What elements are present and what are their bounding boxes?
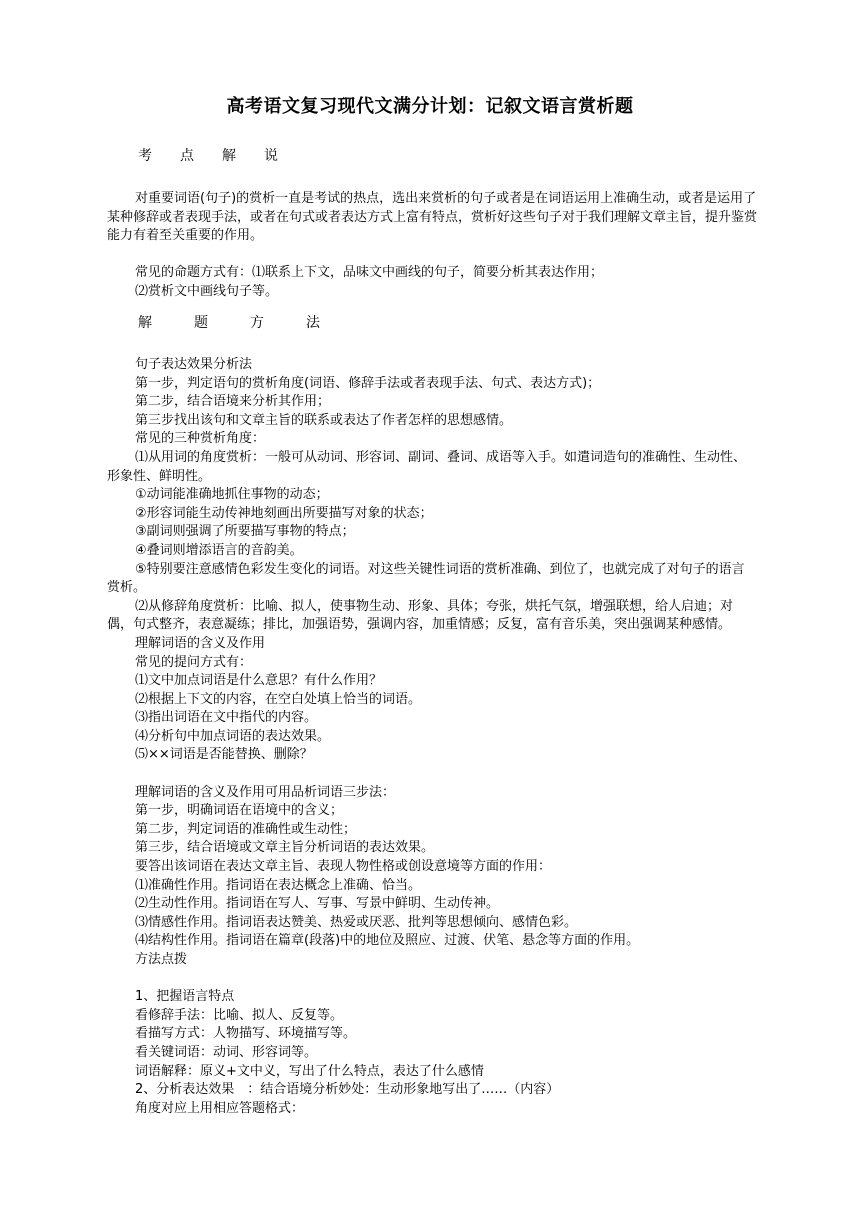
- body-line: 理解词语的含义及作用: [135, 635, 266, 651]
- intro-block: [107, 190, 757, 302]
- body-line: 理解词语的含义及作用可用品析词语三步法：: [135, 784, 396, 800]
- intro-paragraph: 对重要词语(句子)的赏析一直是考试的热点，选出来赏析的句子或者是在词语运用上准确生动，或者是运用了某种修辞或者表现手法，或者在句式或者表达方式上富有特点，赏析好这些句子对于我们理解文章主旨，提升鉴赏能力有着至关重要的作用。: [107, 191, 758, 244]
- heading-char: 说: [264, 148, 278, 164]
- body-line: ⑵生动性作用。指词语在写人、写事、写景中鲜明、生动传神。: [135, 896, 500, 912]
- body-line: 要答出该词语在表达文章主旨、表现人物性格或创设意境等方面的作用：: [135, 859, 552, 875]
- spacer: [107, 765, 757, 784]
- heading-char: 解: [222, 148, 236, 164]
- body-line: ⑴文中加点词语是什么意思？有什么作用？: [135, 673, 383, 689]
- document-title: 高考语文复习现代文满分计划：记叙文语言赏析题: [226, 96, 634, 117]
- body-line: 2、分析表达效果 ：结合语境分析妙处：生动形象地写出了……（内容）: [135, 1082, 560, 1098]
- body-line: 角度对应上用相应答题格式：: [135, 1100, 305, 1116]
- intro-paragraph: ⑵赏析文中画线句子等。: [135, 283, 279, 299]
- body-line: ⑴准确性作用。指词语在表达概念上准确、恰当。: [135, 877, 422, 893]
- body-line: ⑸××词语是否能替换、删除？: [135, 747, 313, 763]
- intro-paragraph: 常见的命题方式有：⑴联系上下文，品味文中画线的句子，简要分析其表达作用；: [135, 265, 604, 281]
- body-line: 看修辞手法：比喻、拟人、反复等。: [135, 1007, 344, 1023]
- body-line: ⑶情感性作用。指词语表达赞美、热爱或厌恶、批判等思想倾向、感情色彩。: [135, 914, 578, 930]
- body-line: 常见的三种赏析角度：: [135, 431, 266, 447]
- body-line: ①动词能准确地抓住事物的动态；: [135, 487, 329, 503]
- heading-char: 考: [138, 148, 152, 164]
- body-line: 看关键词语：动词、形容词等。: [135, 1044, 318, 1060]
- body-line: 常见的提问方式有：: [135, 654, 253, 670]
- body-line: 第二步，结合语境来分析其作用；: [135, 394, 331, 410]
- body-line: 第二步，判定词语的准确性或生动性；: [135, 821, 357, 837]
- body-line: 看描写方式：人物描写、环境描写等。: [135, 1026, 357, 1042]
- body-line: 第一步，明确词语在语境中的含义；: [135, 803, 344, 819]
- section-heading-kaodian: [138, 145, 306, 165]
- body-line: 1、把握语言特点: [135, 989, 235, 1005]
- body-line: ⑷分析句中加点词语的表达效果。: [135, 728, 331, 744]
- body-line: ⑤特别要注意感情色彩发生变化的词语。对这些关键性词语的赏析准确、到位了，也就完成了对句子的语言赏析。: [107, 561, 745, 596]
- body-line: ⑴从用词的角度赏析：一般可从动词、形容词、副词、叠词、成语等入手。如遣词造句的准确性、生动性、形象性、鲜明性。: [107, 449, 747, 484]
- heading-char: 法: [306, 315, 320, 331]
- body-line: ⑵从修辞角度赏析：比喻、拟人，使事物生动、形象、具体；夸张，烘托气氛，增强联想，给人启迪；对偶，句式整齐，表意凝练；排比，加强语势，强调内容，加重情感；反复，富有音乐美，突出强调某种感情。: [107, 598, 734, 633]
- body-line: ②形容词能生动传神地刻画出所要描写对象的状态；: [135, 505, 433, 521]
- body-line: 方法点拨: [135, 952, 188, 967]
- body-line: 第一步，判定语句的赏析角度(词语、修辞手法或者表现手法、句式、表达方式)；: [135, 375, 601, 391]
- spacer: [107, 970, 757, 989]
- body-line: 第三步，结合语境或文章主旨分析词语的表达效果。: [135, 840, 435, 856]
- heading-char: 点: [180, 148, 194, 164]
- method-block: [107, 356, 757, 1118]
- heading-char: 方: [250, 315, 264, 331]
- heading-char: 解: [138, 315, 152, 331]
- body-line: ④叠词则增添语言的音韵美。: [135, 542, 303, 558]
- spacer: [107, 246, 757, 265]
- body-line: ⑵根据上下文的内容，在空白处填上恰当的词语。: [135, 691, 422, 707]
- body-line: ③副词则强调了所要描写事物的特点；: [135, 524, 355, 540]
- section-heading-jieti: [138, 312, 362, 332]
- body-line: ⑶指出词语在文中指代的内容。: [135, 710, 318, 726]
- body-line: 第三步找出该句和文章主旨的联系或表达了作者怎样的思想感情。: [135, 412, 513, 428]
- heading-char: 题: [194, 315, 208, 331]
- body-line: 句子表达效果分析法: [135, 357, 253, 372]
- body-line: ⑷结构性作用。指词语在篇章(段落)中的地位及照应、过渡、伏笔、悬念等方面的作用。: [135, 933, 640, 949]
- body-line: 词语解释：原义+文中义，写出了什么特点，表达了什么感情: [135, 1063, 484, 1079]
